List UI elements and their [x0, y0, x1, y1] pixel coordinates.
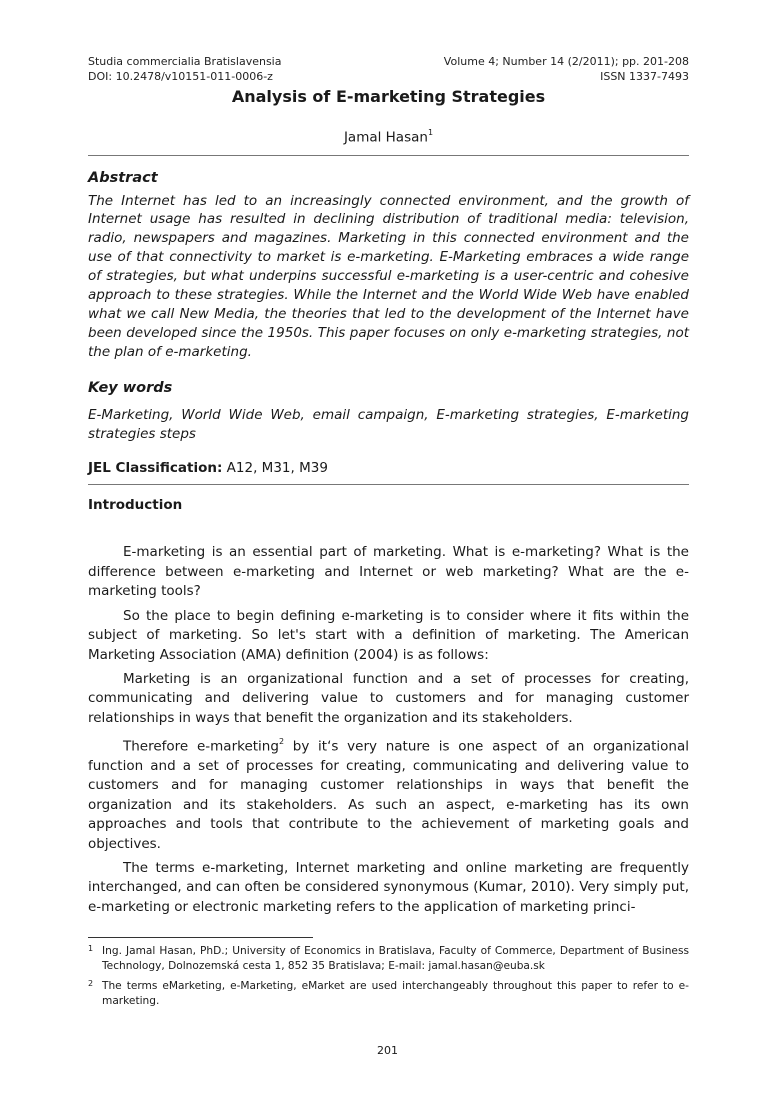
keywords-heading: Key words — [88, 379, 173, 396]
abstract-text: The Internet has led to an increasingly connected environment, and the growth of Internet usage has resulted in declining distribution of traditional media: television, radio, newspapers and magazines. Marketing in this connected environment and the use of that connectivity to market is e-marketing. E-Marketing embraces a wide range of strategies, but what underpins successful e-marketing is a user-centric and cohesive approach to these strategies. While the Internet and the World Wide Web have enabled what we call New Media, the theories that led to the development of the Internet have been developed since the 1950s. This paper focuses on only e-marketing strategies, not the plan of e-marketing. — [88, 192, 689, 360]
page-number: 201 — [377, 1044, 398, 1057]
journal-name: Studia commercialia Bratislavensia — [88, 55, 282, 68]
jel-codes: A12, M31, M39 — [226, 460, 328, 477]
footnote-number: 2 — [88, 979, 94, 989]
footnote-text: The terms eMarketing, e-Marketing, eMarket are used interchangeably throughout this paper to refer to e-marketing. — [102, 980, 689, 1007]
p4-start: Therefore e-marketing — [123, 738, 279, 755]
introduction-heading: Introduction — [88, 497, 183, 514]
intro-paragraph-2: So the place to begin defining e-marketing is to consider where it fits within the subject of marketing. So let's start with a definition of marketing. The American Marketing Association (AMA) definition (2004) is as follows: — [88, 607, 689, 663]
footnote-mark-2: 2 — [278, 737, 285, 747]
intro-paragraph-4 — [88, 733, 689, 854]
doi: DOI: 10.2478/v10151-011-0006-z — [88, 70, 273, 83]
volume-info: Volume 4; Number 14 (2/2011); pp. 201-208 — [443, 55, 689, 68]
running-header-bottom — [88, 69, 689, 84]
author-footnote-mark: 1 — [427, 128, 434, 137]
jel-classification — [88, 459, 689, 477]
footnote — [88, 979, 689, 1008]
issn: ISSN 1337-7493 — [600, 70, 689, 83]
p4-rest: by it‘s very nature is one aspect of an organizational function and a set of processes for creating, communicating and delivering value to customers and for managing customer relationships in ways that benefit the organization and its stakeholders. As such an aspect, e-marketing has its own approaches and tools that contribute to the achievement of marketing goals and objectives. — [88, 738, 689, 852]
footnote — [88, 944, 689, 973]
keywords-text: E-Marketing, World Wide Web, email campaign, E-marketing strategies, E-marketing strategies steps — [88, 406, 689, 442]
author-line — [88, 125, 689, 147]
abstract-heading: Abstract — [88, 169, 158, 186]
author-name: Jamal Hasan — [343, 129, 428, 146]
jel-label: JEL Classification: — [88, 460, 223, 477]
footnote-number: 1 — [88, 944, 94, 954]
running-header-top — [88, 54, 689, 69]
intro-paragraph-5: The terms e-marketing, Internet marketing and online marketing are frequently interchanged, and can often be considered synonymous (Kumar, 2010). Very simply put, e-marketing or electronic marketing refers to the application of marketing princi- — [88, 860, 689, 915]
intro-paragraph-1: E-marketing is an essential part of marketing. What is e-marketing? What is the difference between e-marketing and Internet or web marketing? What are the e-marketing tools? — [88, 544, 689, 600]
paper-title: Analysis of E-marketing Strategies — [231, 87, 546, 106]
intro-divider — [88, 484, 689, 485]
intro-paragraph-3: Marketing is an organizational function and a set of processes for creating, communicating and delivering value to customers and for managing customer relationships in ways that benefit the organization and its stakeholders. — [88, 670, 689, 726]
footnote-text: Ing. Jamal Hasan, PhD.; University of Economics in Bratislava, Faculty of Commerce, Department of Business Technology, Dolnozemská cesta 1, 852 35 Bratislava; E-mail: jamal.hasan@euba.sk — [102, 945, 689, 972]
title-divider — [88, 155, 689, 156]
paper-page — [88, 54, 689, 1008]
footnote-separator — [88, 937, 313, 938]
